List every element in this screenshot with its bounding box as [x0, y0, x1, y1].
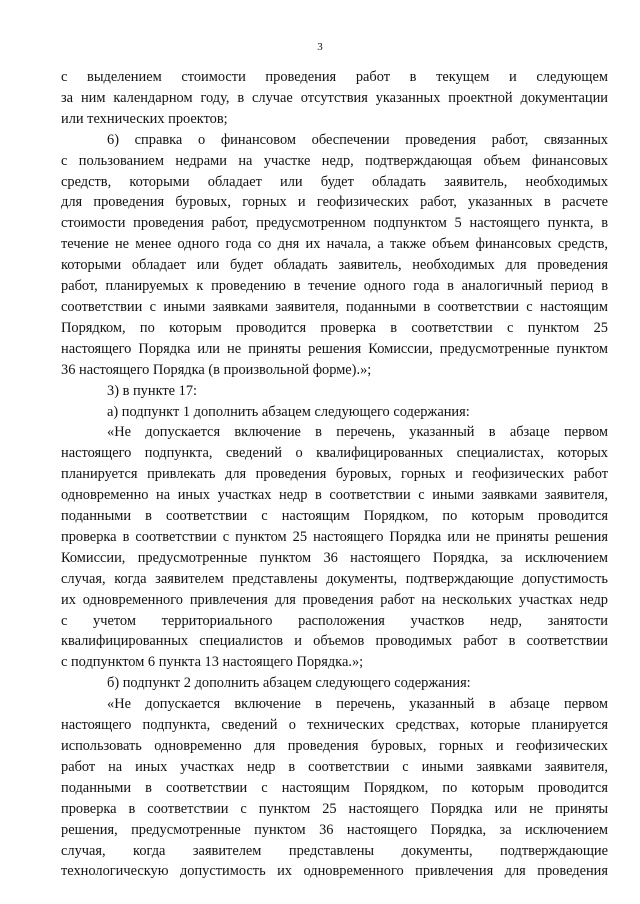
text-line: настоящего подпункта, сведений о технических средствах, которые планируется — [61, 717, 608, 734]
text-line: 36 настоящего Порядка (в произвольной форме).»; — [61, 361, 372, 378]
text-line: технологическую допустимость их одновременного привлечения для проведения — [61, 863, 608, 880]
text-line: случая, когда заявителем представлены документы, подтверждающие допустимость — [61, 570, 608, 587]
text-line: а) подпункт 1 дополнить абзацем следующего содержания: — [107, 403, 470, 420]
text-line: соответствии с иными заявками заявителя, поданными в соответствии с настоящим — [61, 298, 608, 315]
text-line: планируется привлекать для проведения буровых, горных и геофизических работ — [61, 466, 608, 483]
text-line: настоящего подпункта, сведений о квалифицированных специалистах, которых — [61, 445, 608, 462]
text-line: поданными в соответствии с настоящим Порядком, по которым проводится — [61, 508, 608, 525]
text-line: одновременно на иных участках недр в соответствии с иными заявками заявителя, — [61, 487, 608, 504]
text-line: «Не допускается включение в перечень, указанный в абзаце первом — [107, 696, 608, 713]
text-line: «Не допускается включение в перечень, указанный в абзаце первом — [107, 424, 608, 441]
text-line: поданными в соответствии с настоящим Порядком, по которым проводится — [61, 779, 608, 796]
text-line: 6) справка о финансовом обеспечении проведения работ, связанных — [107, 131, 608, 148]
text-line: с пользованием недрами на участке недр, подтверждающая объем финансовых — [61, 152, 608, 169]
text-line: настоящего Порядка или не приняты решения Комиссии, предусмотренные пунктом — [61, 340, 608, 357]
text-line: Комиссии, предусмотренные пунктом 36 настоящего Порядка, за исключением — [61, 549, 608, 566]
page-number: 3 — [317, 41, 323, 53]
text-line: б) подпункт 2 дополнить абзацем следующего содержания: — [107, 675, 471, 692]
text-line: случая, когда заявителем представлены документы, подтверждающие — [61, 842, 608, 859]
text-line: использовать одновременно для проведения буровых, горных и геофизических — [61, 738, 608, 754]
text-line: стоимости проведения работ, предусмотренном подпунктом 5 настоящего пункта, в — [61, 215, 608, 232]
text-line: 3) в пункте 17: — [107, 382, 198, 399]
text-line: для проведения буровых, горных и геофизических работ, указанных в расчете — [61, 194, 608, 211]
text-line: течение не менее одного года со дня их начала, а также объем финансовых средств, — [61, 236, 608, 253]
text-line: или технических проектов; — [61, 110, 228, 127]
text-line: квалифицированных специалистов и объемов проводимых работ в соответствии — [61, 633, 608, 650]
text-line: их одновременного привлечения для проведения работ на нескольких участках недр — [61, 591, 608, 608]
text-line: проверка в соответствии с пунктом 25 настоящего Порядка или не приняты — [61, 800, 608, 817]
text-line: работ, планируемых к проведению в течение одного года в аналогичный период в — [61, 278, 608, 295]
text-line: с выделением стоимости проведения работ в текущем и следующем — [61, 69, 608, 85]
text-line: за ним календарном году, в случае отсутствия указанных проектной документации — [61, 89, 608, 106]
text-line: решения, предусмотренные пунктом 36 настоящего Порядка, за исключением — [61, 821, 608, 838]
text-line: работ на иных участках недр в соответствии с иными заявками заявителя, — [61, 758, 608, 775]
text-line: с подпунктом 6 пункта 13 настоящего Порядка.»; — [61, 654, 364, 671]
text-line: которыми обладает или будет обладать заявитель, необходимых для проведения — [61, 257, 608, 274]
text-line: проверка в соответствии с пунктом 25 настоящего Порядка или не приняты решения — [61, 528, 608, 545]
text-line: Порядком, по которым проводится проверка в соответствии с пунктом 25 — [61, 319, 608, 336]
text-line: с учетом территориального расположения участков недр, занятости — [61, 612, 608, 629]
text-line: средств, которыми обладает или будет обладать заявитель, необходимых — [61, 173, 608, 190]
document-body — [61, 67, 608, 882]
